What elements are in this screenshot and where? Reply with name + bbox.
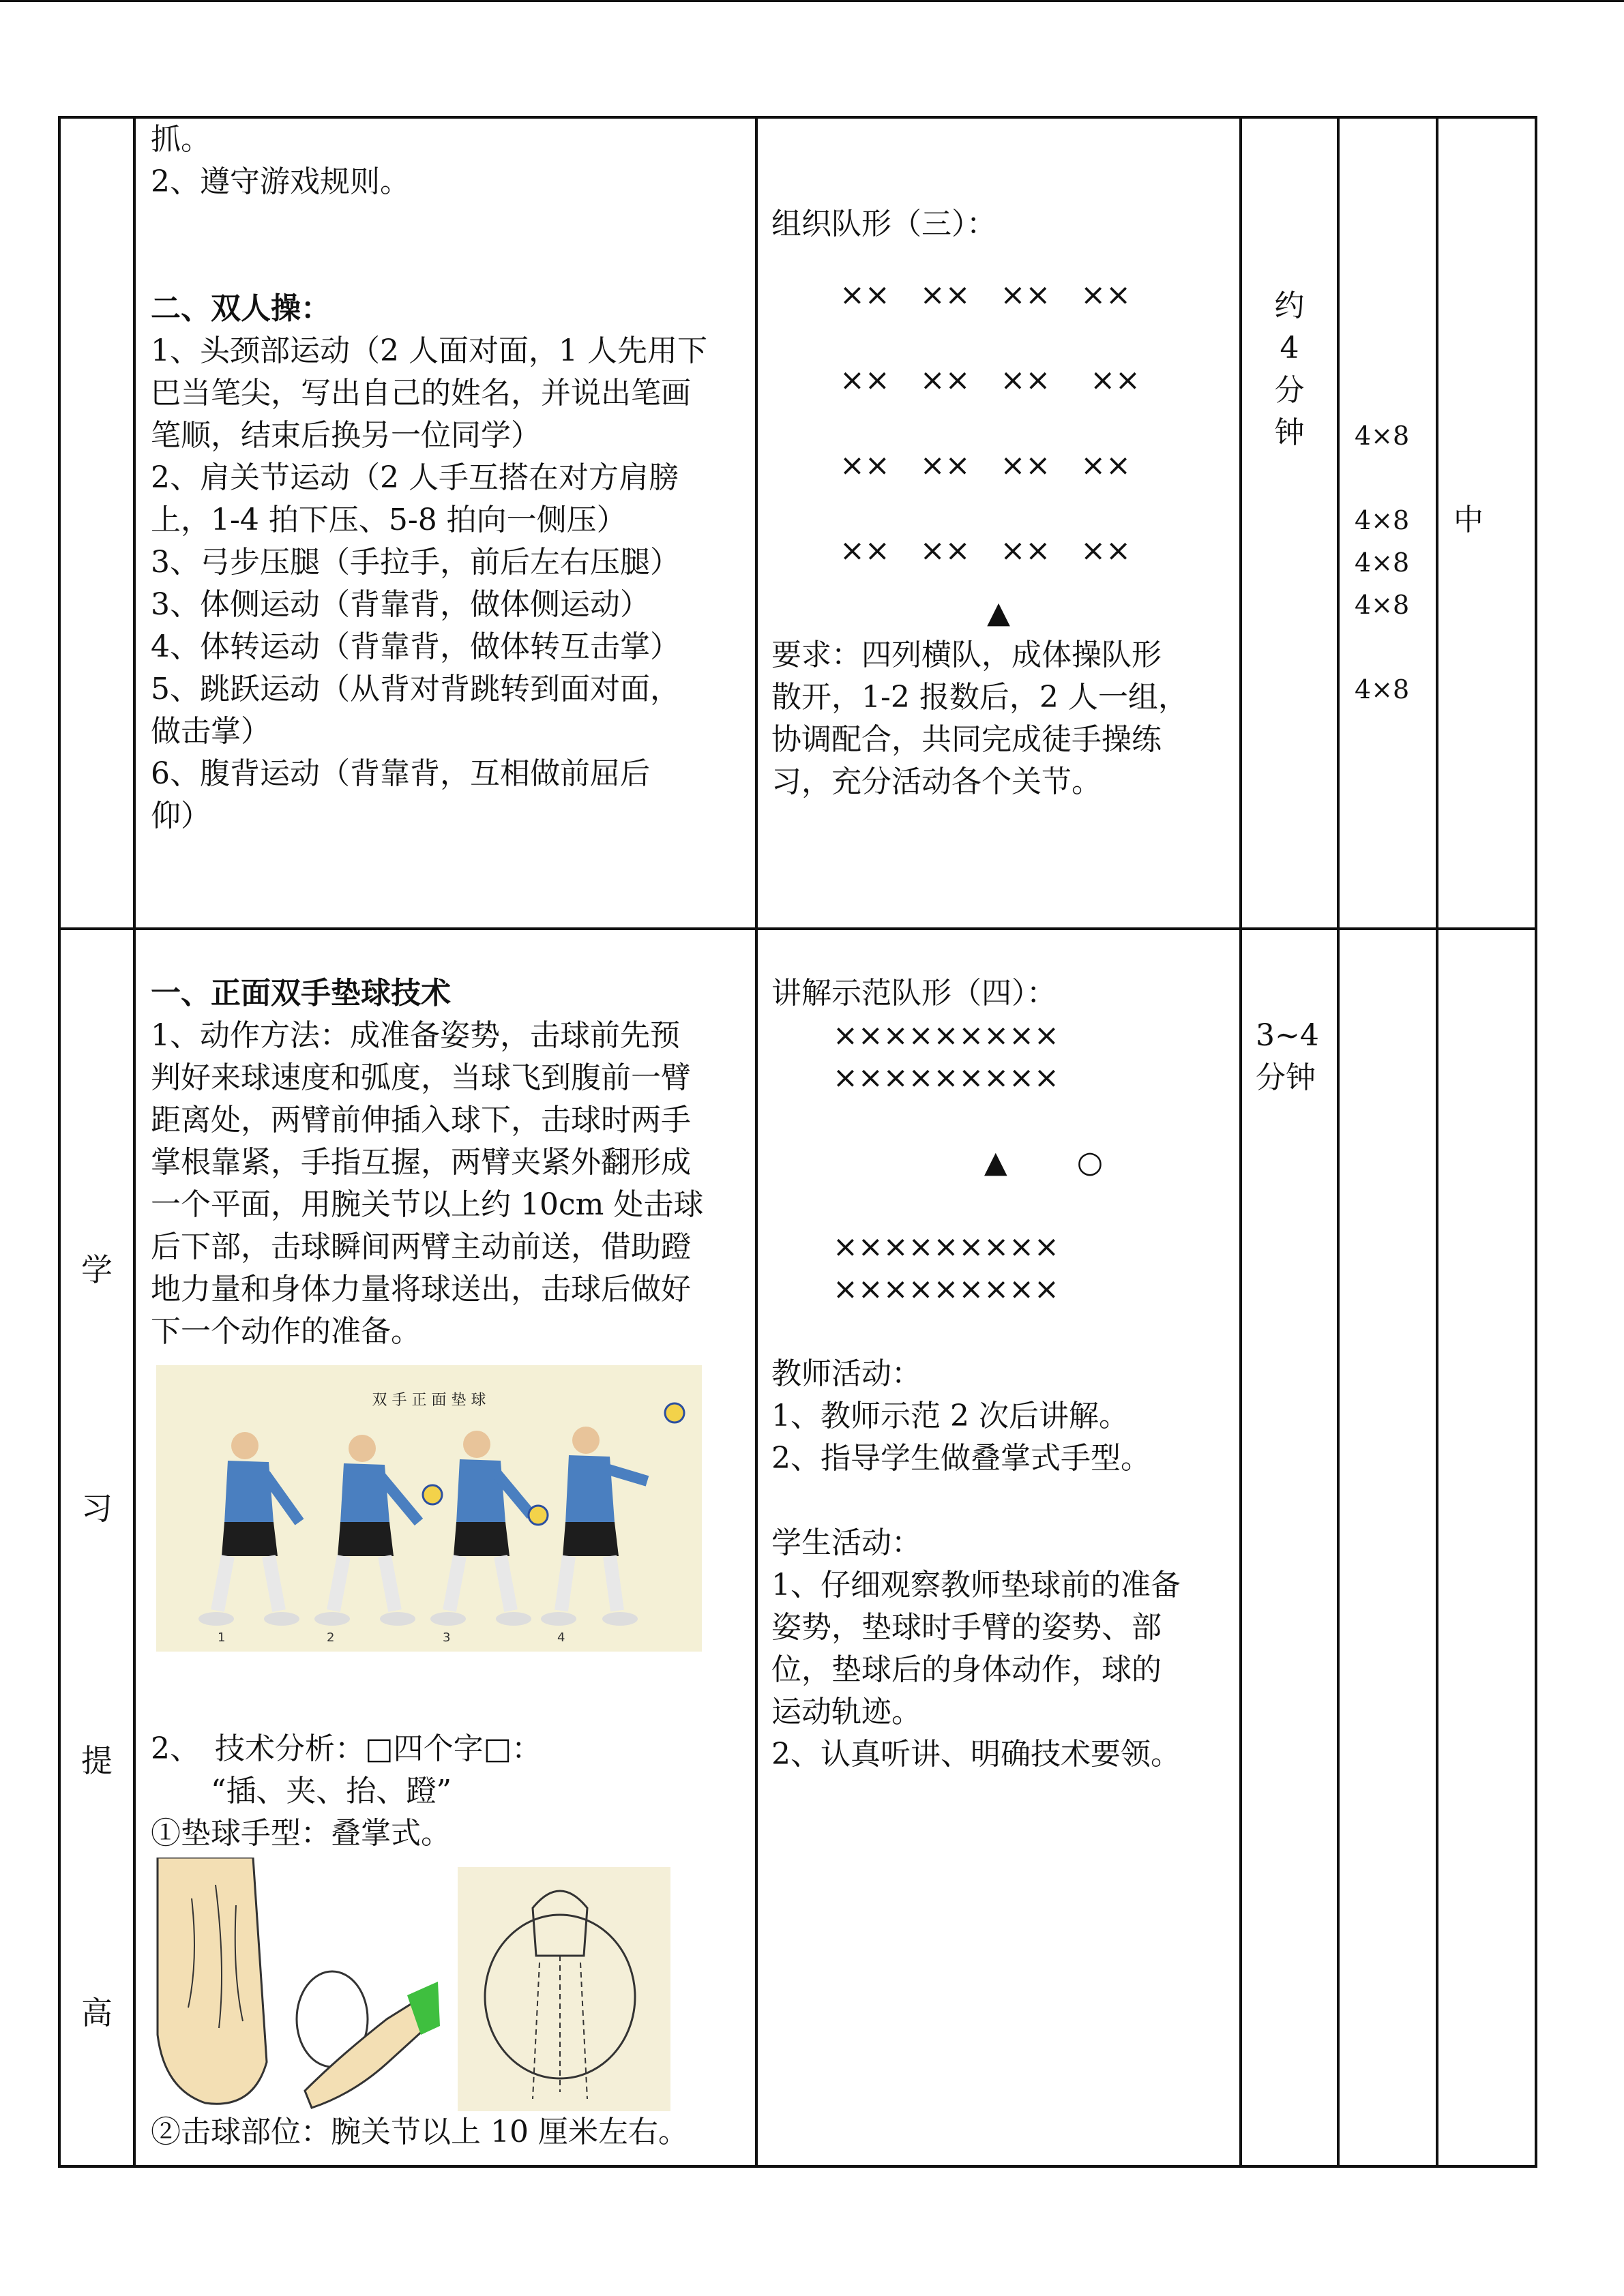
time-cell bbox=[1241, 117, 1338, 929]
content-line: 笔顺，结束后换另一位同学） bbox=[151, 418, 541, 453]
reps-value: 4×8 bbox=[1355, 590, 1410, 620]
method-line: 一个平面，用腕关节以上约 10cm 处击球 bbox=[151, 1187, 704, 1222]
arm-platform-illustration bbox=[458, 1867, 670, 2111]
content-line: 6、腹背运动（背靠背，互相做前屈后 bbox=[151, 756, 650, 791]
intensity-cell bbox=[1437, 929, 1536, 2166]
bump-pass-sequence-figure bbox=[156, 1365, 702, 1652]
teacher-marker: ▲ bbox=[984, 1145, 1007, 1180]
figure-step-number: 2 bbox=[327, 1630, 335, 1645]
content-cell bbox=[134, 117, 756, 929]
section-char-4: 高 bbox=[81, 1995, 113, 2031]
content-line: 5、跳跃运动（从背对背跳转到面对面， bbox=[151, 672, 680, 706]
content-line bbox=[151, 245, 740, 288]
section-title: 一、正面双手垫球技术 bbox=[151, 976, 451, 1011]
requirement-line: 习，充分活动各个关节。 bbox=[771, 764, 1102, 799]
analysis-line: ①垫球手型：叠掌式。 bbox=[151, 1816, 451, 1851]
formation-row: ××××××××× bbox=[833, 1060, 1059, 1095]
reps-value: 4×8 bbox=[1355, 674, 1410, 704]
method-line: 掌根靠紧，手指互握，两臂夹紧外翻形成 bbox=[151, 1145, 691, 1180]
student-activity-line: 1、仔细观察教师垫球前的准备 bbox=[771, 1568, 1181, 1602]
formation-bottom-rows bbox=[771, 1226, 1226, 1311]
content-line: 3、体侧运动（背靠背，做体侧运动） bbox=[151, 587, 650, 622]
requirement-line: 要求：四列横队，成体操队形 bbox=[771, 638, 1162, 672]
student-activity-line: 位，垫球后的身体动作，球的 bbox=[771, 1652, 1162, 1687]
time-cell bbox=[1241, 929, 1338, 2166]
formation-row: ×× ×× ×× ×× bbox=[840, 533, 1131, 568]
org-title: 讲解示范队形（四）： bbox=[771, 976, 1057, 1011]
figure-step-number: 3 bbox=[443, 1630, 451, 1645]
teacher-activity-line: 2、指导学生做叠掌式手型。 bbox=[771, 1441, 1151, 1476]
reps-value bbox=[1355, 457, 1436, 499]
student-activity-line: 2、认真听讲、明确技术要领。 bbox=[771, 1737, 1181, 1772]
formation-row: ×× ×× ×× ×× bbox=[840, 278, 1131, 312]
time-line: 4 bbox=[1280, 331, 1299, 366]
content-line: 2、遵守游戏规则。 bbox=[151, 164, 410, 199]
method-line: 1、动作方法：成准备姿势，击球前先预 bbox=[151, 1018, 680, 1053]
formation-row: ××××××××× bbox=[833, 1229, 1059, 1264]
content-line: 仰） bbox=[151, 799, 211, 833]
formation-row: ××××××××× bbox=[833, 1018, 1059, 1053]
formation-row: ×× ×× ×× ×× bbox=[840, 448, 1131, 483]
method-line: 下一个动作的准备。 bbox=[151, 1314, 421, 1349]
time-line: 钟 bbox=[1274, 415, 1305, 450]
time-line: 分 bbox=[1274, 373, 1305, 408]
figure-step-number: 4 bbox=[557, 1630, 565, 1645]
reps-list bbox=[1340, 119, 1436, 711]
content-line: 二、双人操： bbox=[151, 291, 331, 326]
formation-row: ××××××××× bbox=[833, 1272, 1059, 1307]
section-char-3: 提 bbox=[81, 1742, 113, 1779]
formation-row: ×× ×× ×× ×× bbox=[840, 363, 1140, 398]
content-line: 巴当笔尖，写出自己的姓名，并说出笔画 bbox=[151, 376, 691, 411]
time-line: 3~4 bbox=[1256, 1018, 1319, 1053]
student-activity bbox=[771, 1522, 1226, 1776]
content-line: 抓。 bbox=[151, 122, 211, 157]
reps-cell bbox=[1338, 929, 1437, 2166]
intensity-label: 中 bbox=[1453, 503, 1483, 537]
reps-value: 4×8 bbox=[1355, 548, 1410, 578]
content-line: 3、弓步压腿（手拉手，前后左右压腿） bbox=[151, 545, 680, 580]
time-text bbox=[1242, 119, 1337, 454]
formation-grid bbox=[771, 252, 1226, 593]
formation-markers bbox=[771, 1099, 1226, 1226]
formation-top-rows bbox=[771, 1015, 1226, 1099]
content-line: 2、肩关节运动（2 人手互搭在对方肩膀 bbox=[151, 460, 679, 495]
organization-cell bbox=[756, 117, 1241, 929]
content-line: 上，1-4 拍下压、5-8 拍向一侧压） bbox=[151, 503, 627, 537]
section-char-1: 学 bbox=[81, 1251, 113, 1288]
method-line: 后下部，击球瞬间两臂主动前送，借助蹬 bbox=[151, 1229, 691, 1264]
content-line: 1、头颈部运动（2 人面对面，1 人先用下 bbox=[151, 333, 707, 368]
teacher-activity-line: 教师活动： bbox=[771, 1356, 921, 1391]
time-text bbox=[1242, 930, 1337, 1099]
student-activity-line: 姿势，垫球时手臂的姿势、部 bbox=[771, 1610, 1162, 1645]
lesson-plan-table bbox=[58, 116, 1537, 2168]
clasped-hands-illustration bbox=[151, 1858, 280, 2111]
reps-value: 4×8 bbox=[1355, 421, 1410, 451]
ball-marker: ○ bbox=[1076, 1145, 1104, 1180]
analysis-text bbox=[151, 1728, 740, 1855]
content-line: 做击掌） bbox=[151, 714, 271, 749]
table-row-warmup bbox=[59, 117, 1536, 929]
reps-value: 4×8 bbox=[1355, 505, 1410, 535]
requirement-line: 散开，1-2 报数后，2 人一组， bbox=[771, 680, 1188, 715]
content-cell bbox=[134, 929, 756, 2166]
table-row-learning bbox=[59, 929, 1536, 2166]
time-line: 分钟 bbox=[1256, 1060, 1316, 1095]
figure-step-number: 1 bbox=[218, 1630, 226, 1645]
teacher-activity-line: 1、教师示范 2 次后讲解。 bbox=[771, 1399, 1129, 1433]
requirement-text bbox=[771, 634, 1226, 803]
teacher-activity bbox=[771, 1353, 1226, 1480]
method-line: 地力量和身体力量将球送出，击球后做好 bbox=[151, 1272, 691, 1307]
time-line: 约 bbox=[1274, 288, 1305, 323]
method-text bbox=[151, 1015, 740, 1353]
hit-position-text: ②击球部位：腕关节以上 10 厘米左右。 bbox=[151, 2115, 688, 2149]
section-char-2: 习 bbox=[81, 1490, 113, 1527]
requirement-line: 协调配合，共同完成徒手操练 bbox=[771, 722, 1162, 757]
method-line: 距离处，两臂前伸插入球下，击球时两手 bbox=[151, 1103, 691, 1137]
student-activity-line: 学生活动： bbox=[771, 1525, 921, 1560]
method-line: 判好来球速度和弧度，当球飞到腹前一臂 bbox=[151, 1060, 691, 1095]
reps-cell bbox=[1338, 117, 1437, 929]
analysis-line: 2、 技术分析：□四个字□： bbox=[151, 1731, 542, 1766]
section-label-cell bbox=[59, 117, 134, 929]
student-activity-line: 运动轨迹。 bbox=[771, 1695, 921, 1729]
org-title: 组织队形（三）： bbox=[771, 207, 996, 241]
intensity-cell bbox=[1437, 117, 1536, 929]
page-top-border bbox=[0, 0, 1624, 2]
hand-shape-figures bbox=[151, 1858, 740, 2111]
content-line: 4、体转运动（背靠背，做体转互击掌） bbox=[151, 629, 680, 664]
teacher-marker: ▲ bbox=[987, 595, 1010, 630]
section-label-cell bbox=[59, 929, 134, 2166]
warmup-content bbox=[151, 119, 740, 837]
organization-cell bbox=[756, 929, 1241, 2166]
content-line bbox=[151, 203, 740, 245]
analysis-line: “插、夹、抬、蹬” bbox=[151, 1774, 452, 1808]
figure-caption: 双 手 正 面 垫 球 bbox=[372, 1392, 486, 1409]
ball-and-arm-illustration bbox=[284, 1954, 441, 2111]
reps-value bbox=[1355, 626, 1436, 668]
